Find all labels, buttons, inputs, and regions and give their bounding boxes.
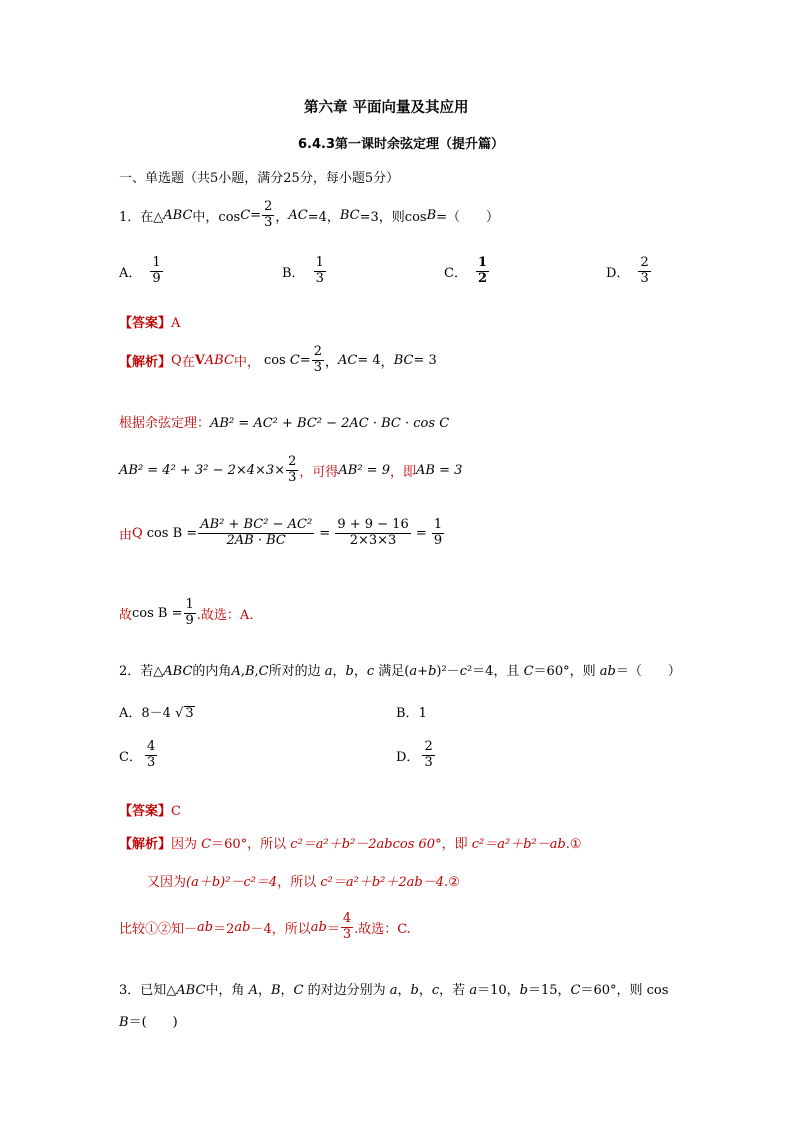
q1-option-a: A． $\frac{1}{9}$ (119, 255, 161, 286)
q1-cosb-formula: 由 Q cos B = $\frac{\text{AB² + BC² − AC²}}{2AB \cdot BC}$ = $\frac{9 + 9 - 16}{2\times 3\times 3}$ = $\frac{1}{9}$ (119, 517, 443, 548)
q1-option-d: D． $\frac{2}{3}$ (606, 255, 649, 286)
question-3-line2: B＝( ) (119, 1015, 178, 1030)
q2-answer: 【答案】C (119, 804, 181, 819)
question-2: 2．若△ABC的内角A,B,C所对的边 a，b，c 满足(a+b)²－c²＝4，且 C＝60°，则 ab＝（ ） (119, 664, 681, 679)
q2-analysis-line2: 又因为(a＋b)²－c²＝4，所以 c²＝a²＋b²＋2ab－4.② (147, 875, 460, 890)
q1-answer: 【答案】A (119, 316, 181, 331)
q1-analysis-line1: 【解析】 Q 在 V ABC 中， cos C = $\frac{2}{3}$ ， AC = 4 ， BC = 3 (119, 344, 437, 375)
lesson-title: 6.4.3第一课时余弦定理（提升篇） (298, 137, 505, 152)
q1-option-b: B． $\frac{1}{3}$ (282, 255, 324, 286)
q2-option-d: D． $\frac{2}{3}$ (396, 739, 433, 770)
chapter-title: 第六章 平面向量及其应用 (304, 100, 469, 116)
q2-option-b: B．1 (396, 706, 427, 721)
q2-analysis-line1: 【解析】因为 C＝60°，所以 c²＝a²＋b²－2abcos 60°，即 c²＝a²＋b²－ab.① (119, 837, 582, 852)
q2-option-c: C． $\frac{4}{3}$ (119, 739, 156, 770)
q2-option-a: A．8－4 √ 3 (119, 706, 194, 721)
question-3-line1: 3．已知△ABC中，角 A，B，C 的对边分别为 a，b，c，若 a＝10，b＝15，C＝60°，则 cos (119, 983, 669, 998)
question-1: 1．在△ ABC 中，cos C = $\frac{2}{3}$ ， AC =4， BC =3，则cos B =（ ） (119, 199, 500, 230)
q1-conclusion: 故 cos B = $\frac{1}{9}$ .故选：A. (119, 597, 254, 628)
section-heading: 一、单选题（共5小题，满分25分，每小题5分） (119, 171, 400, 186)
q1-option-c: C． $\frac{1}{2}$ (444, 255, 487, 286)
q1-law: 根据余弦定理：AB² = AC² + BC² − 2AC · BC · cos C (119, 416, 450, 431)
q2-analysis-line3: 比较①②知－ ab ＝2 ab －4，所以 ab ＝ $\frac{4}{3}$ .故选：C. (119, 911, 411, 942)
fraction: $\frac{2}{3}$ (264, 199, 273, 230)
q1-calc: AB² = 4² + 3² − 2×4×3× $\frac{2}{3}$ ，可得 AB² = 9 ，即 AB = 3 (119, 454, 463, 485)
